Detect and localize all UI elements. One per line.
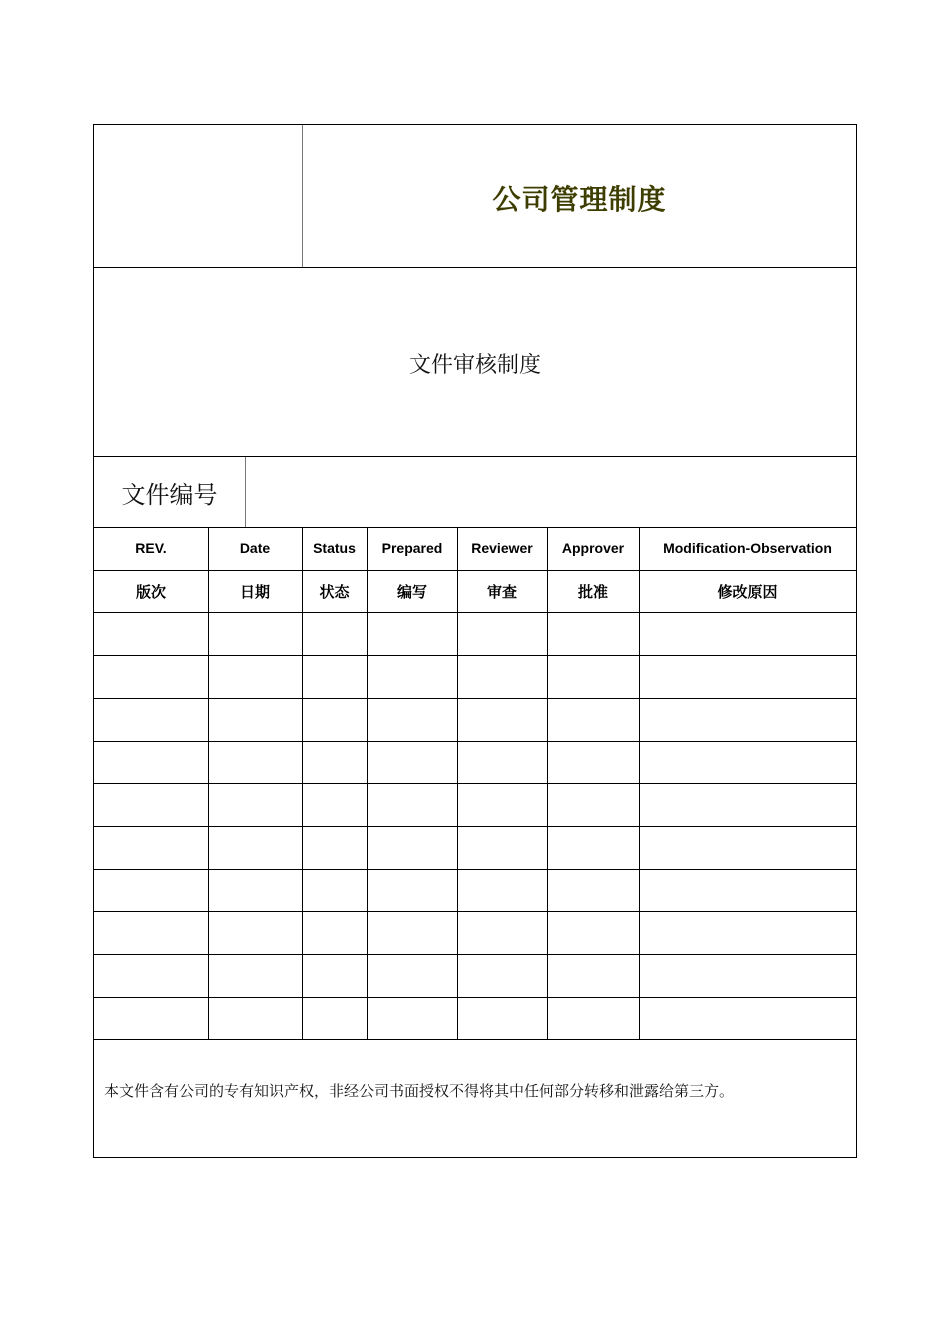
table-header-cn: 审查 bbox=[486, 582, 517, 601]
table-cell[interactable] bbox=[457, 826, 547, 869]
table-header-en: Approver bbox=[561, 540, 625, 557]
doc-number-label: 文件编号 bbox=[121, 480, 218, 509]
table-cell[interactable] bbox=[367, 612, 457, 655]
table-cell[interactable] bbox=[302, 869, 367, 912]
table-cell[interactable] bbox=[208, 698, 302, 741]
table-row-divider bbox=[94, 1039, 856, 1040]
table-cell[interactable] bbox=[302, 698, 367, 741]
table-cell[interactable] bbox=[457, 869, 547, 912]
table-cell[interactable] bbox=[367, 741, 457, 784]
table-cell[interactable] bbox=[457, 997, 547, 1040]
table-header-en: Prepared bbox=[381, 540, 443, 557]
table-cell[interactable] bbox=[208, 655, 302, 698]
table-cell[interactable] bbox=[367, 698, 457, 741]
table-cell[interactable] bbox=[208, 783, 302, 826]
table-header-cn: 编写 bbox=[396, 582, 427, 601]
table-cell[interactable] bbox=[639, 783, 856, 826]
page-title: 公司管理制度 bbox=[492, 183, 667, 216]
table-cell[interactable] bbox=[457, 698, 547, 741]
table-cell[interactable] bbox=[639, 612, 856, 655]
table-cell[interactable] bbox=[302, 826, 367, 869]
document-frame bbox=[93, 124, 857, 1158]
table-cell[interactable] bbox=[302, 954, 367, 997]
table-cell[interactable] bbox=[208, 612, 302, 655]
table-cell[interactable] bbox=[302, 911, 367, 954]
table-cell[interactable] bbox=[457, 612, 547, 655]
confidentiality-notice: 本文件含有公司的专有知识产权，非经公司书面授权不得将其中任何部分转移和泄露给第三方。 bbox=[104, 1082, 735, 1100]
table-cell[interactable] bbox=[94, 741, 208, 784]
table-cell[interactable] bbox=[457, 911, 547, 954]
table-cell[interactable] bbox=[94, 783, 208, 826]
table-cell[interactable] bbox=[94, 698, 208, 741]
table-cell[interactable] bbox=[367, 826, 457, 869]
table-cell[interactable] bbox=[547, 655, 639, 698]
table-cell[interactable] bbox=[639, 954, 856, 997]
table-cell[interactable] bbox=[208, 741, 302, 784]
table-header-en: REV. bbox=[135, 540, 167, 557]
table-cell[interactable] bbox=[94, 997, 208, 1040]
table-header-cn: 修改原因 bbox=[717, 582, 778, 601]
table-cell[interactable] bbox=[457, 954, 547, 997]
table-cell[interactable] bbox=[547, 869, 639, 912]
table-cell[interactable] bbox=[367, 869, 457, 912]
table-cell[interactable] bbox=[94, 869, 208, 912]
table-cell[interactable] bbox=[367, 954, 457, 997]
table-cell[interactable] bbox=[302, 997, 367, 1040]
table-header-cn: 日期 bbox=[239, 582, 270, 601]
table-cell[interactable] bbox=[94, 826, 208, 869]
table-cell[interactable] bbox=[94, 954, 208, 997]
table-header-en: Modification-Observation bbox=[663, 540, 832, 557]
table-cell[interactable] bbox=[457, 783, 547, 826]
table-cell[interactable] bbox=[639, 741, 856, 784]
table-cell[interactable] bbox=[547, 954, 639, 997]
table-cell[interactable] bbox=[302, 741, 367, 784]
table-cell[interactable] bbox=[302, 783, 367, 826]
table-cell[interactable] bbox=[639, 655, 856, 698]
table-cell[interactable] bbox=[547, 783, 639, 826]
table-cell[interactable] bbox=[94, 612, 208, 655]
table-cell[interactable] bbox=[547, 826, 639, 869]
doc-number-value[interactable] bbox=[246, 457, 856, 527]
table-header-cn: 批准 bbox=[577, 582, 608, 601]
table-cell[interactable] bbox=[367, 997, 457, 1040]
table-header-en: Status bbox=[313, 540, 356, 557]
table-cell[interactable] bbox=[208, 826, 302, 869]
table-cell[interactable] bbox=[94, 911, 208, 954]
table-cell[interactable] bbox=[208, 954, 302, 997]
table-cell[interactable] bbox=[367, 783, 457, 826]
table-cell[interactable] bbox=[302, 612, 367, 655]
table-cell[interactable] bbox=[639, 869, 856, 912]
table-cell[interactable] bbox=[302, 655, 367, 698]
table-header-cn: 状态 bbox=[319, 582, 350, 601]
table-cell[interactable] bbox=[547, 741, 639, 784]
table-cell[interactable] bbox=[547, 612, 639, 655]
table-cell[interactable] bbox=[639, 826, 856, 869]
table-cell[interactable] bbox=[547, 698, 639, 741]
table-cell[interactable] bbox=[639, 997, 856, 1040]
table-header-en: Date bbox=[239, 540, 271, 557]
table-cell[interactable] bbox=[639, 911, 856, 954]
table-cell[interactable] bbox=[457, 655, 547, 698]
table-header-cn: 版次 bbox=[135, 582, 166, 601]
table-cell[interactable] bbox=[208, 997, 302, 1040]
table-header-en: Reviewer bbox=[471, 540, 533, 557]
table-cell[interactable] bbox=[94, 655, 208, 698]
table-cell[interactable] bbox=[367, 655, 457, 698]
table-cell[interactable] bbox=[367, 911, 457, 954]
table-cell[interactable] bbox=[208, 869, 302, 912]
table-cell[interactable] bbox=[547, 997, 639, 1040]
table-cell[interactable] bbox=[457, 741, 547, 784]
table-cell[interactable] bbox=[547, 911, 639, 954]
document-name: 文件审核制度 bbox=[408, 352, 541, 378]
logo-area bbox=[94, 125, 302, 267]
table-cell[interactable] bbox=[208, 911, 302, 954]
table-cell[interactable] bbox=[639, 698, 856, 741]
